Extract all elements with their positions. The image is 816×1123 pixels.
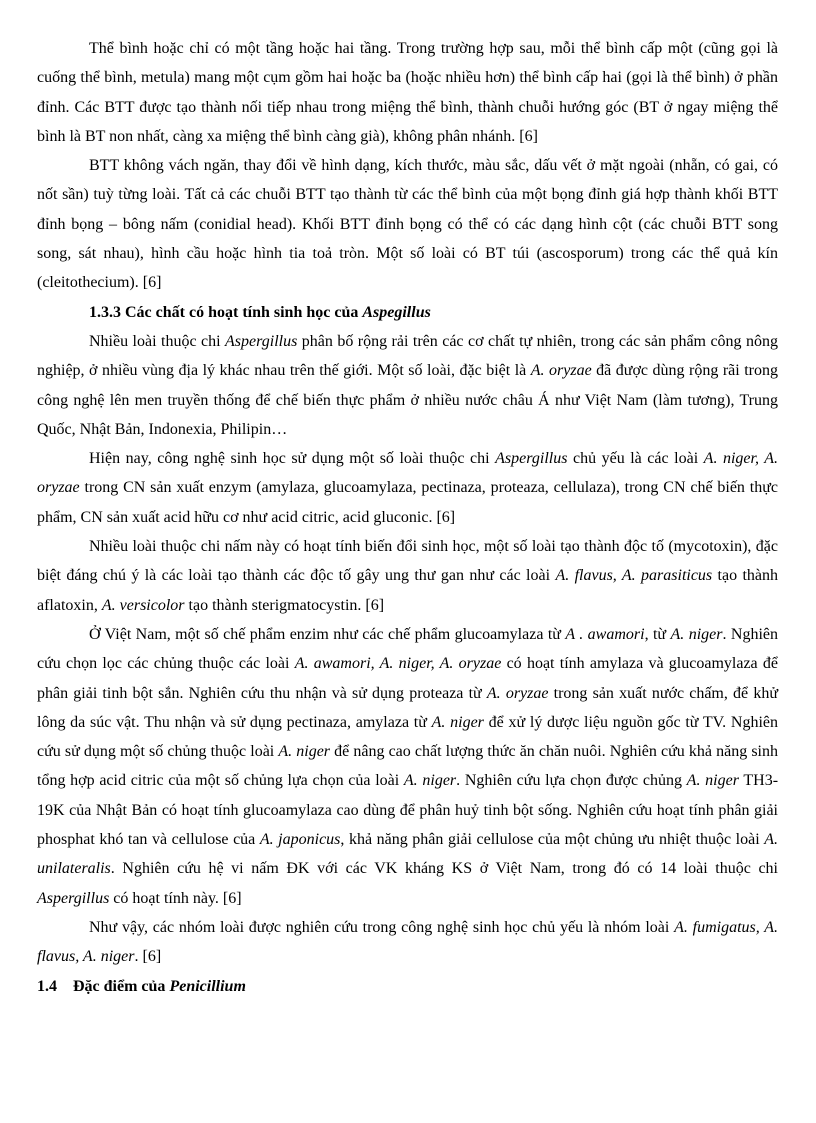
document-page xyxy=(37,34,778,1001)
paragraph-distribution: Nhiều loài thuộc chi Aspergillus phân bố rộng rải trên các cơ chất tự nhiên, trong các sản phẩm công nông nghiệp, ở nhiều vùng địa lý khác nhau trên thế giới. Một số loài, đặc biệt là A. oryzae đã được dùng rộng rãi trong công nghệ lên men truyền thống để chế biến thực phẩm ở nhiều nước châu Á như Việt Nam (làm tương), Trung Quốc, Nhật Bản, Indonexia, Philipin… xyxy=(37,332,779,438)
section-heading-1-4: 1.4 Đặc điểm của Penicillium xyxy=(37,977,246,995)
paragraph-conidia: BTT không vách ngăn, thay đổi về hình dạng, kích thước, màu sắc, dấu vết ở mặt ngoài (nhẵn, có gai, có nốt sần) tuỳ từng loài. Tất cả các chuỗi BTT tạo thành từ các thể bình của một bọng đỉnh giá hợp thành khối BTT đỉnh bọng – bông nấm (conidial head). Khối BTT đỉnh bọng có thể có các dạng hình cột (các chuỗi BTT song song, sát nhau), hình cầu hoặc hình tia toả tròn. Một số loài có BT túi (ascosporum) trong các thể quả kín (cleitothecium). [6] xyxy=(37,157,778,292)
paragraph-vietnam-research: Ở Việt Nam, một số chế phẩm enzim như các chế phẩm glucoamylaza từ A . awamori, từ A. niger. Nghiên cứu chọn lọc các chủng thuộc các loài A. awamori, A. niger, A. oryzae có hoạt tính amylaza và glucoamylaza để phân giải tinh bột sắn. Nghiên cứu thu nhận và sử dụng proteaza từ A. oryzae trong sản xuất nước chấm, để khử lông da súc vật. Thu nhận và sử dụng pectinaza, amylaza từ A. niger để xử lý dược liệu nguồn gốc từ TV. Nghiên cứu sử dụng một số chủng thuộc loài A. niger để nâng cao chất lượng thức ăn chăn nuôi. Nghiên cứu khả năng sinh tổng hợp acid citric của một số chủng lựa chọn của loài A. niger. Nghiên cứu lựa chọn được chủng A. niger TH3-19K của Nhật Bản có hoạt tính glucoamylaza cao dùng để phân huỷ tinh bột sống. Nghiên cứu hoạt tính phân giải phosphat khó tan và cellulose của A. japonicus, khả năng phân giải cellulose của một chủng ưu nhiệt thuộc loài A. unilateralis. Nghiên cứu hệ vi nấm ĐK với các VK kháng KS ở Việt Nam, trong đó có 14 loài thuộc chi Aspergillus có hoạt tính này. [6] xyxy=(37,625,779,907)
paragraph-summary: Như vậy, các nhóm loài được nghiên cứu trong công nghệ sinh học chủ yếu là nhóm loài A. fumigatus, A. flavus, A. niger. [6] xyxy=(37,918,778,966)
paragraph-biotech-use: Hiện nay, công nghệ sinh học sử dụng một số loài thuộc chi Aspergillus chủ yếu là các loài A. niger, A. oryzae trong CN sản xuất enzym (amylaza, glucoamylaza, pectinaza, proteaza, cellulaza), trong CN chế biến thực phẩm, CN sản xuất acid hữu cơ như acid citric, acid gluconic. [6] xyxy=(37,450,778,526)
section-heading-1-3-3: 1.3.3 Các chất có hoạt tính sinh học của Aspegillus xyxy=(89,303,431,321)
paragraph-phialide: Thể bình hoặc chỉ có một tầng hoặc hai tầng. Trong trường hợp sau, mỗi thể bình cấp một (cũng gọi là cuống thể bình, metula) mang một cụm gồm hai hoặc ba (hoặc nhiều hơn) thể bình cấp hai (gọi là thể bình) ở phần đỉnh. Các BTT được tạo thành nối tiếp nhau trong miệng thể bình, thành chuỗi hướng góc (BT ở ngay miệng thể bình là BT non nhất, càng xa miệng thể bình càng già), không phân nhánh. [6] xyxy=(37,40,778,145)
paragraph-mycotoxin: Nhiều loài thuộc chi nấm này có hoạt tính biến đổi sinh học, một số loài tạo thành độc tố (mycotoxin), đặc biệt đáng chú ý là các loài tạo thành các độc tố gây ung thư gan như các loài A. flavus, A. parasiticus tạo thành aflatoxin, A. versicolor tạo thành sterigmatocystin. [6] xyxy=(37,538,779,614)
